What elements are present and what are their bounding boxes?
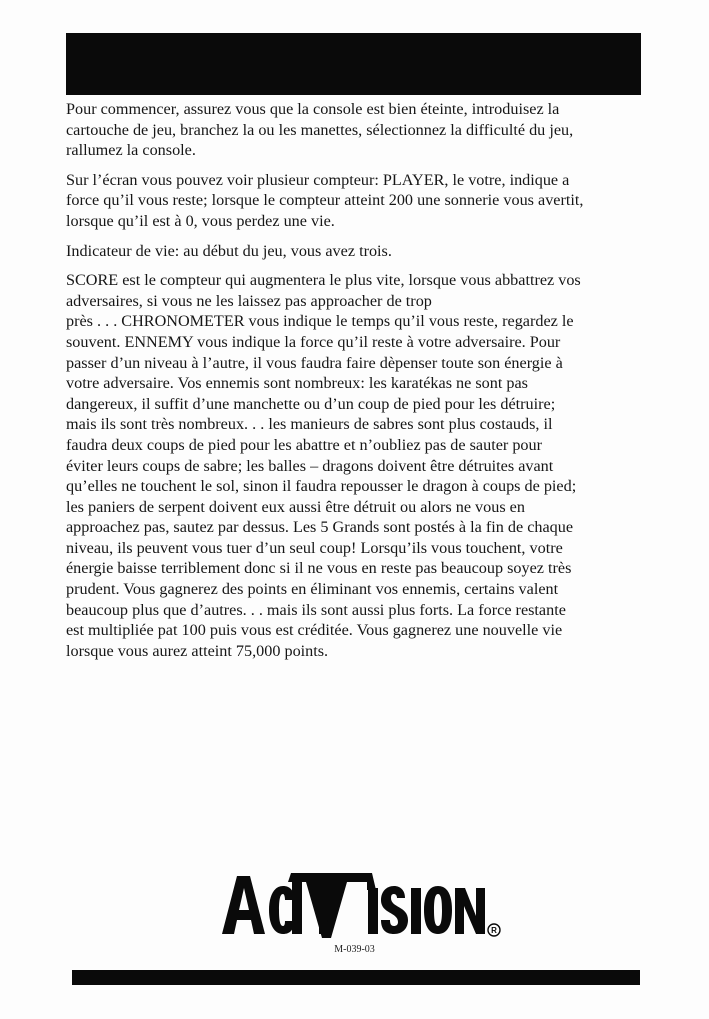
paragraph-counters: Sur l’écran vous pouvez voir plusieur compteur: PLAYER, le votre, indique a force qu’il vous reste; lorsque le compteur atteint 200 une sonnerie vous avertit, lorsque qu’il est à 0, vous perdez une vie.	[66, 170, 584, 230]
paragraph-score: SCORE est le compteur qui augmentera le plus vite, lorsque vous abbattrez vos adversaires, si vous ne les laissez pas approacher de trop près . . . CHRONOMETER vous indique le temps qu’il vous reste, regardez le souvent. ENNEMY vous indique la force qu’il reste à votre adversaire. Pour passer d’un niveau à l’autre, il vous faudra faire dèpenser toute son énergie à votre adversaire. Vos ennemis sont nombreux: les karatékas ne sont pas dangereux, il suffit d’une manchette ou d’un coup de pied pour les détruire; mais ils sont très nombreux. . . les manieurs de sabres sont plus costauds, il faudra deux coups de pied pour les abattre et n’oubliez pas de sauter pour éviter leurs coups de sabre; les balles – dragons doivent être détruites avant qu’elles ne touchent le sol, sinon il faudra repousser le dragon à coups de pied; les paniers de serpent doivent eux aussi être détruit ou alors ne vous en approachez pas, sautez par dessus. Les 5 Grands sont postés à la fin de chaque niveau, ils peuvent vous tuer d’un seul coup! Lorsqu’ils vous touchent, votre énergie baisse terriblement donc si il ne vous en reste pas beaucoup soyez très prudent. Vous gagnerez des points en éliminant vos ennemis, certains valent beaucoup plus que d’autres. . . mais ils sont aussi plus forts. La force restante est multipliée pat 100 puis vous est créditée. Vous gagnerez une nouvelle vie lorsque vous aurez atteint 75,000 points.	[66, 271, 581, 660]
svg-text:R: R	[491, 926, 497, 935]
footer-bar	[72, 970, 640, 985]
paragraph-start: Pour commencer, assurez vous que la console est bien éteinte, introduisez la cartouche de jeu, branchez la ou les manettes, sélectionnez la difficulté du jeu, rallumez la console.	[66, 100, 574, 160]
activision-logo	[222, 868, 504, 938]
header-bar	[66, 33, 641, 95]
paragraph-lives: Indicateur de vie: au début du jeu, vous avez trois.	[66, 241, 392, 260]
instructions-text	[66, 99, 666, 670]
product-code: M-039-03	[334, 944, 375, 955]
